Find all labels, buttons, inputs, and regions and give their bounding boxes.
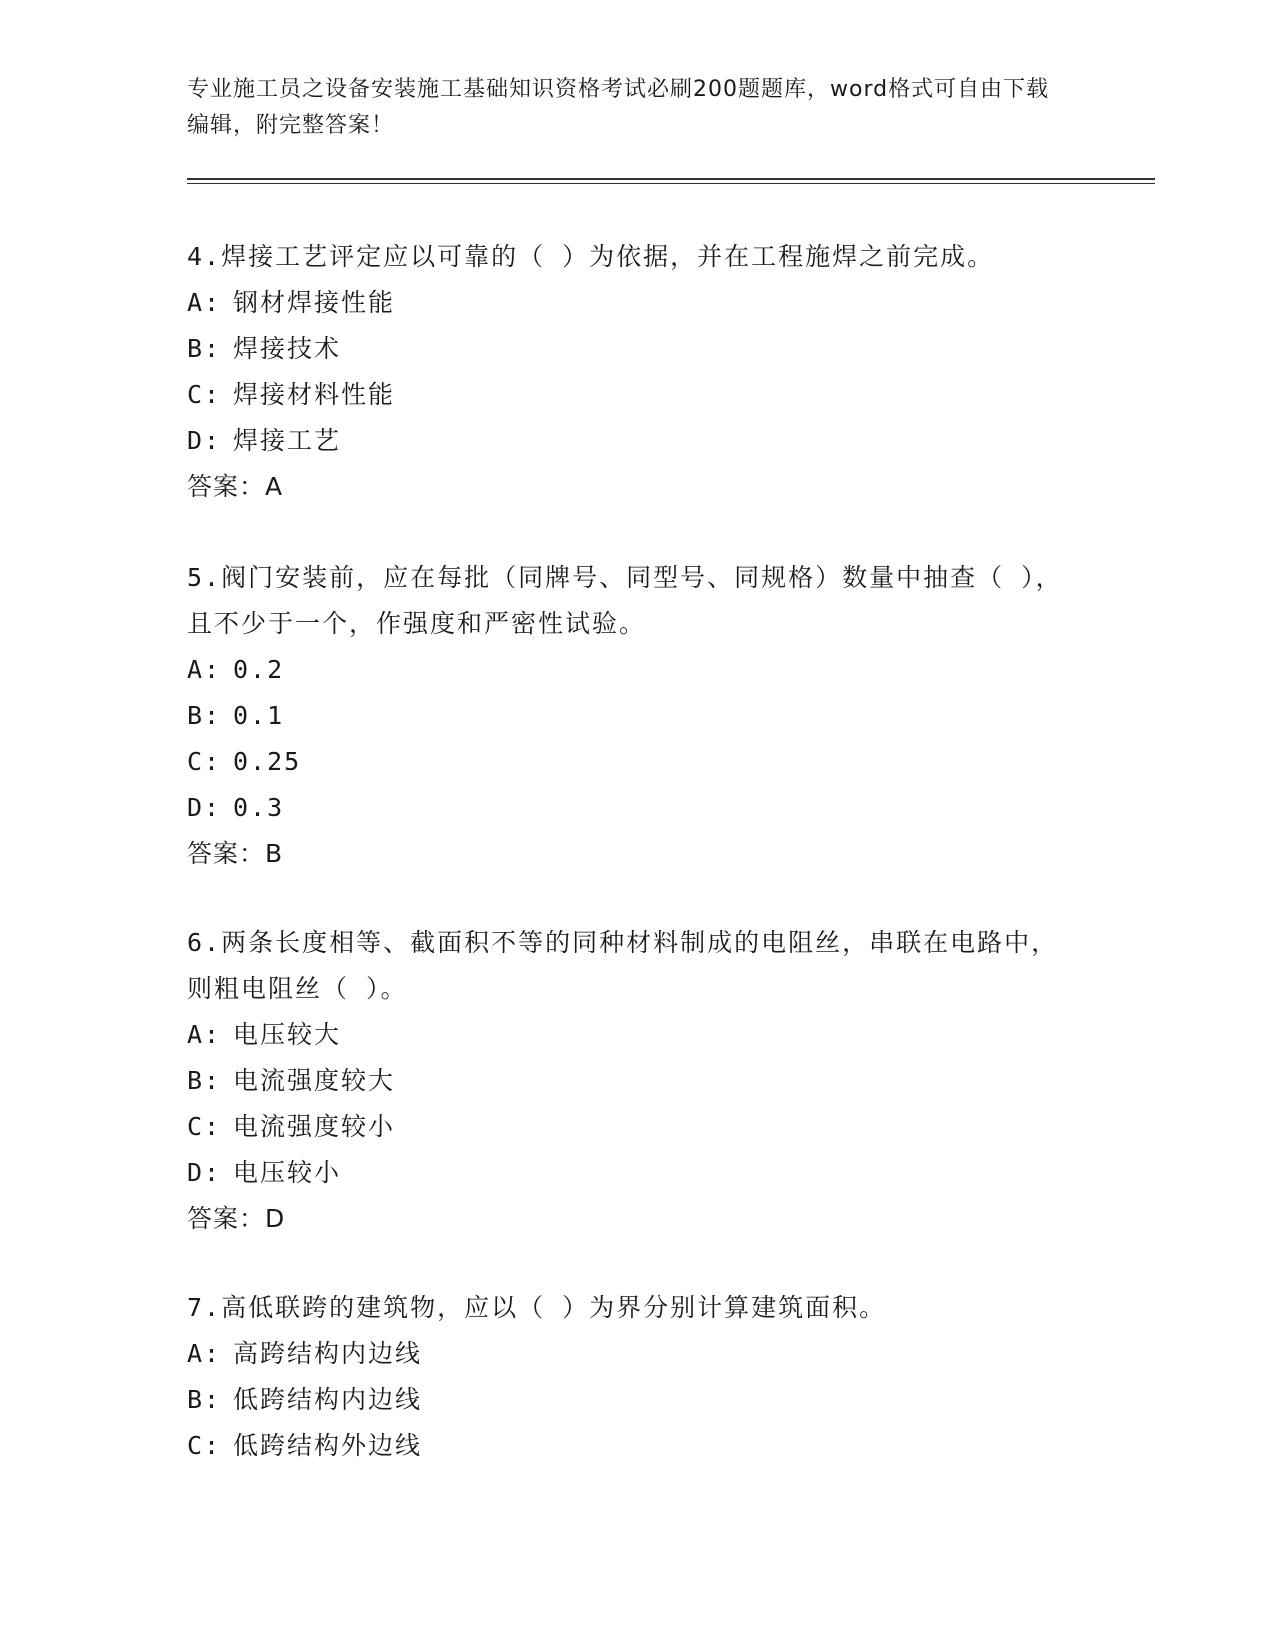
option-letter: D:	[187, 1158, 222, 1187]
option-text: 焊接工艺	[233, 426, 342, 455]
option-c	[187, 1104, 1067, 1150]
answer-line: 答案：D	[187, 1204, 286, 1233]
option-a	[187, 1012, 1067, 1058]
option-text: 0.1	[233, 701, 285, 730]
question-4	[187, 234, 1067, 510]
option-a	[187, 647, 1067, 693]
document-header	[187, 72, 1067, 144]
question-stem: 6.两条长度相等、截面积不等的同种材料制成的电阻丝，串联在电路中，则粗电阻丝（ ）。	[187, 928, 1059, 1003]
question-7	[187, 1285, 1067, 1469]
option-d	[187, 785, 1067, 831]
option-text: 高跨结构内边线	[233, 1339, 423, 1368]
option-b	[187, 1377, 1067, 1423]
option-text: 0.25	[233, 747, 302, 776]
answer-line: 答案：A	[187, 472, 284, 501]
option-text: 0.3	[233, 793, 285, 822]
option-letter: A:	[187, 1020, 222, 1049]
option-b	[187, 326, 1067, 372]
option-text: 焊接技术	[233, 334, 342, 363]
document-title: 专业施工员之设备安装施工基础知识资格考试必刷200题题库，word格式可自由下载编辑，附完整答案！	[187, 77, 1050, 138]
option-letter: B:	[187, 1385, 222, 1414]
option-b	[187, 1058, 1067, 1104]
option-text: 钢材焊接性能	[233, 288, 396, 317]
question-5	[187, 555, 1067, 877]
option-text: 0.2	[233, 655, 285, 684]
answer-line: 答案：B	[187, 839, 284, 868]
option-letter: C:	[187, 380, 222, 409]
question-stem: 4.焊接工艺评定应以可靠的（ ）为依据，并在工程施焊之前完成。	[187, 242, 995, 271]
option-text: 电压较大	[233, 1020, 342, 1049]
option-c	[187, 1423, 1067, 1469]
option-letter: A:	[187, 1339, 222, 1368]
option-d	[187, 418, 1067, 464]
option-letter: B:	[187, 1066, 222, 1095]
option-c	[187, 372, 1067, 418]
option-text: 低跨结构内边线	[233, 1385, 423, 1414]
option-letter: C:	[187, 1112, 222, 1141]
option-text: 电流强度较小	[233, 1112, 396, 1141]
option-text: 焊接材料性能	[233, 380, 396, 409]
option-letter: D:	[187, 426, 222, 455]
header-divider-thin	[187, 183, 1155, 184]
option-text: 低跨结构外边线	[233, 1431, 423, 1460]
option-c	[187, 739, 1067, 785]
option-letter: C:	[187, 1431, 222, 1460]
option-d	[187, 1150, 1067, 1196]
option-letter: A:	[187, 288, 222, 317]
question-6	[187, 920, 1067, 1242]
option-letter: C:	[187, 747, 222, 776]
option-letter: A:	[187, 655, 222, 684]
option-a	[187, 1331, 1067, 1377]
option-a	[187, 280, 1067, 326]
question-stem: 7.高低联跨的建筑物，应以（ ）为界分别计算建筑面积。	[187, 1293, 887, 1322]
option-letter: B:	[187, 701, 222, 730]
option-letter: D:	[187, 793, 222, 822]
header-divider-thick	[187, 178, 1155, 180]
option-text: 电压较小	[233, 1158, 342, 1187]
question-stem: 5.阀门安装前，应在每批（同牌号、同型号、同规格）数量中抽查（ ），且不少于一个，作强度和严密性试验。	[187, 563, 1063, 638]
option-letter: B:	[187, 334, 222, 363]
option-text: 电流强度较大	[233, 1066, 396, 1095]
option-b	[187, 693, 1067, 739]
